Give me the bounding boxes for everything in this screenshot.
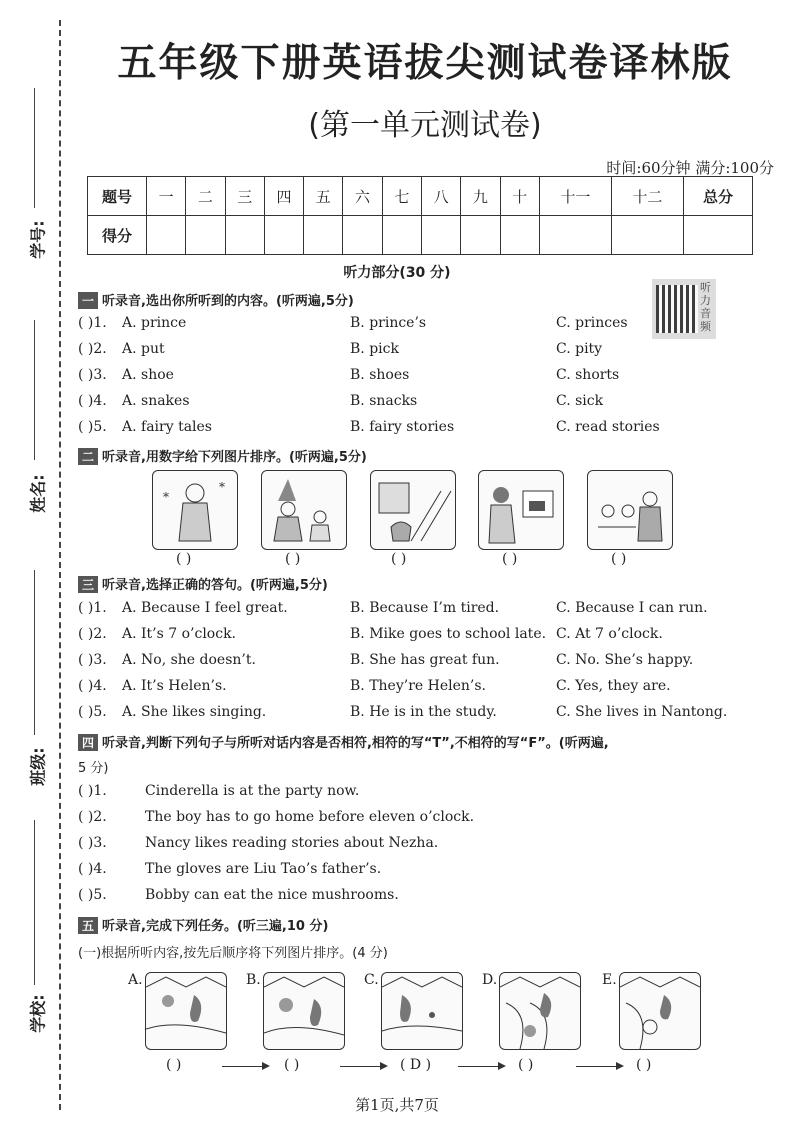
s4-item [78,887,778,909]
arrow-icon [458,1066,504,1067]
s4-item [78,783,778,805]
s3-item [78,652,778,674]
picture-order-blank[interactable]: ( ) [285,551,301,567]
answer-blank[interactable]: ( )5. [78,704,107,720]
option-c: C. princes [556,315,628,331]
picture-party [587,470,673,550]
arrow-icon [340,1066,386,1067]
score-cell[interactable] [421,216,460,255]
statement: Bobby can eat the nice mushrooms. [145,887,399,903]
answer-blank[interactable]: ( )5. [78,419,107,435]
picture-girl-cold [152,470,238,550]
section2-badge: 二 [78,448,98,465]
option-a: A. put [122,341,165,357]
squirrel-picture-b [263,972,345,1050]
section4-heading [78,732,778,751]
option-b: B. They’re Helen’s. [350,678,486,694]
answer-blank[interactable]: ( )1. [78,600,107,616]
score-header: 一 [147,177,186,216]
s1-item [78,367,778,389]
castle-illustration-icon [371,471,455,549]
option-b: B. shoes [350,367,410,383]
picture-label: C. [364,972,379,988]
statement: The gloves are Liu Tao’s father’s. [145,861,382,877]
score-table [87,176,753,255]
statement: The boy has to go home before eleven o’clock. [145,809,475,825]
picture-order-blank[interactable]: ( ) [391,551,407,567]
score-header: 七 [382,177,421,216]
student-no-label: 学号: [28,220,48,259]
class-label: 班级: [28,747,48,786]
squirrel-picture-c [381,972,463,1050]
statement: Nancy likes reading stories about Nezha. [145,835,439,851]
score-header: 十一 [539,177,611,216]
section4-badge: 四 [78,734,98,751]
score-cell[interactable] [500,216,539,255]
score-cell[interactable] [461,216,500,255]
picture-witch [261,470,347,550]
option-b: B. pick [350,341,399,357]
arrow-icon [576,1066,622,1067]
squirrel-picture-a [145,972,227,1050]
picture-label: A. [128,972,143,988]
answer-blank[interactable]: ( )1. [78,315,107,331]
school-line [34,820,35,985]
squirrel-picture-e [619,972,701,1050]
score-header: 十二 [611,177,683,216]
score-header: 八 [421,177,460,216]
page-number: 第1页,共7页 [355,1096,439,1114]
squirrel-icon [382,973,462,1049]
listening-section-title: 听力部分(30 分) [343,265,451,281]
option-c: C. No. She’s happy. [556,652,694,668]
option-b: B. prince’s [350,315,427,331]
s1-item [78,393,778,415]
sequence-blank[interactable]: ( ) [284,1057,300,1073]
name-label: 姓名: [28,474,48,513]
squirrel-ball-icon [146,973,226,1049]
option-b: B. He is in the study. [350,704,497,720]
s3-item [78,600,778,622]
squirrel-ball-icon [264,973,344,1049]
picture-shoe-shop [478,470,564,550]
s4-item [78,835,778,857]
squirrel-picture-d [499,972,581,1050]
score-header: 九 [461,177,500,216]
score-header: 题号 [88,177,147,216]
student-no-line [34,88,35,208]
answer-blank[interactable]: ( )4. [78,861,107,877]
name-line [34,320,35,460]
option-b: B. fairy stories [350,419,455,435]
picture-order-blank[interactable]: ( ) [502,551,518,567]
option-a: A. prince [122,315,187,331]
answer-blank[interactable]: ( )3. [78,652,107,668]
section2-heading [78,446,367,465]
binding-line [59,20,61,1110]
sequence-blank[interactable]: ( D ) [400,1057,432,1073]
score-header: 二 [186,177,225,216]
girl-illustration-icon [153,471,237,549]
option-b: B. snacks [350,393,418,409]
answer-blank[interactable]: ( )1. [78,783,107,799]
option-a: A. fairy tales [122,419,212,435]
score-cell[interactable] [611,216,683,255]
page-title: 五年级下册英语拔尖测试卷译林版 [117,41,733,86]
answer-blank[interactable]: ( )3. [78,835,107,851]
answer-blank[interactable]: ( )5. [78,887,107,903]
sequence-blank[interactable]: ( ) [166,1057,182,1073]
option-a: A. Because I feel great. [122,600,288,616]
answer-blank[interactable]: ( )2. [78,626,107,642]
svg-text:*: * [219,480,225,494]
option-b: B. Mike goes to school late. [350,626,547,642]
section1-heading [78,290,354,309]
picture-label: B. [246,972,261,988]
score-header: 总分 [684,177,753,216]
arrow-icon [222,1066,268,1067]
answer-blank[interactable]: ( )4. [78,393,107,409]
time-info: 时间:60分钟 满分:100分 [606,159,774,177]
answer-blank[interactable]: ( )2. [78,341,107,357]
picture-order-blank[interactable]: ( ) [176,551,192,567]
section4-instruction-cont: 5 分) [78,761,109,776]
witch-illustration-icon [262,471,346,549]
section1-instruction: 听录音,选出你所听到的内容。(听两遍,5分) [102,294,354,309]
picture-label: E. [602,972,617,988]
section5-badge: 五 [78,917,98,934]
s3-item [78,626,778,648]
option-c: C. At 7 o’clock. [556,626,663,642]
s1-item [78,419,778,441]
s1-item [78,341,778,363]
section5-instruction: 听录音,完成下列任务。(听三遍,10 分) [102,919,329,934]
option-a: A. It’s 7 o’clock. [122,626,237,642]
score-cell[interactable] [343,216,382,255]
option-c: C. She lives in Nantong. [556,704,728,720]
section3-heading [78,574,328,593]
s1-item [78,315,778,337]
option-c: C. Because I can run. [556,600,708,616]
sequence-blank[interactable]: ( ) [636,1057,652,1073]
s3-item [78,704,778,726]
school-label: 学校: [28,994,48,1033]
score-cell[interactable] [225,216,264,255]
score-header: 十 [500,177,539,216]
score-cell[interactable] [264,216,303,255]
picture-castle-stairs [370,470,456,550]
score-row [88,216,753,255]
section5-sub-instruction: (一)根据所听内容,按先后顺序将下列图片排序。(4 分) [78,946,388,961]
score-row-label: 得分 [88,216,147,255]
section4-instruction: 听录音,判断下列句子与所听对话内容是否相符,相符的写“T”,不相符的写“F”。(听两遍, [102,736,609,751]
score-cell[interactable] [684,216,753,255]
section3-badge: 三 [78,576,98,593]
answer-blank[interactable]: ( )2. [78,809,107,825]
s4-item [78,861,778,883]
option-a: A. shoe [122,367,174,383]
option-c: C. Yes, they are. [556,678,671,694]
option-c: C. pity [556,341,603,357]
picture-order-blank[interactable]: ( ) [611,551,627,567]
page-subtitle: (第一单元测试卷) [308,108,542,143]
picture-label: D. [482,972,498,988]
s3-item [78,678,778,700]
option-c: C. read stories [556,419,660,435]
qr-text: 听力音频 [700,281,711,333]
option-a: A. It’s Helen’s. [122,678,227,694]
answer-blank[interactable]: ( )4. [78,678,107,694]
class-line [34,570,35,735]
score-cell[interactable] [304,216,343,255]
score-header: 五 [304,177,343,216]
svg-text:*: * [163,490,169,504]
option-b: B. She has great fun. [350,652,500,668]
score-cell[interactable] [382,216,421,255]
s4-item [78,809,778,831]
option-c: C. sick [556,393,604,409]
section5-heading [78,915,328,934]
squirrel-river-icon [500,973,580,1049]
party-illustration-icon [588,471,672,549]
score-cell[interactable] [539,216,611,255]
score-header: 六 [343,177,382,216]
score-cell[interactable] [186,216,225,255]
option-a: A. She likes singing. [122,704,267,720]
section2-instruction: 听录音,用数字给下列图片排序。(听两遍,5分) [102,450,367,465]
statement: Cinderella is at the party now. [145,783,360,799]
option-a: A. No, she doesn’t. [122,652,256,668]
section3-instruction: 听录音,选择正确的答句。(听两遍,5分) [102,578,328,593]
shop-illustration-icon [479,471,563,549]
score-header: 四 [264,177,303,216]
score-header-row [88,177,753,216]
score-header: 三 [225,177,264,216]
sequence-blank[interactable]: ( ) [518,1057,534,1073]
option-b: B. Because I’m tired. [350,600,500,616]
score-cell[interactable] [147,216,186,255]
answer-blank[interactable]: ( )3. [78,367,107,383]
option-a: A. snakes [122,393,190,409]
section1-badge: 一 [78,292,98,309]
option-c: C. shorts [556,367,620,383]
squirrel-net-icon [620,973,700,1049]
